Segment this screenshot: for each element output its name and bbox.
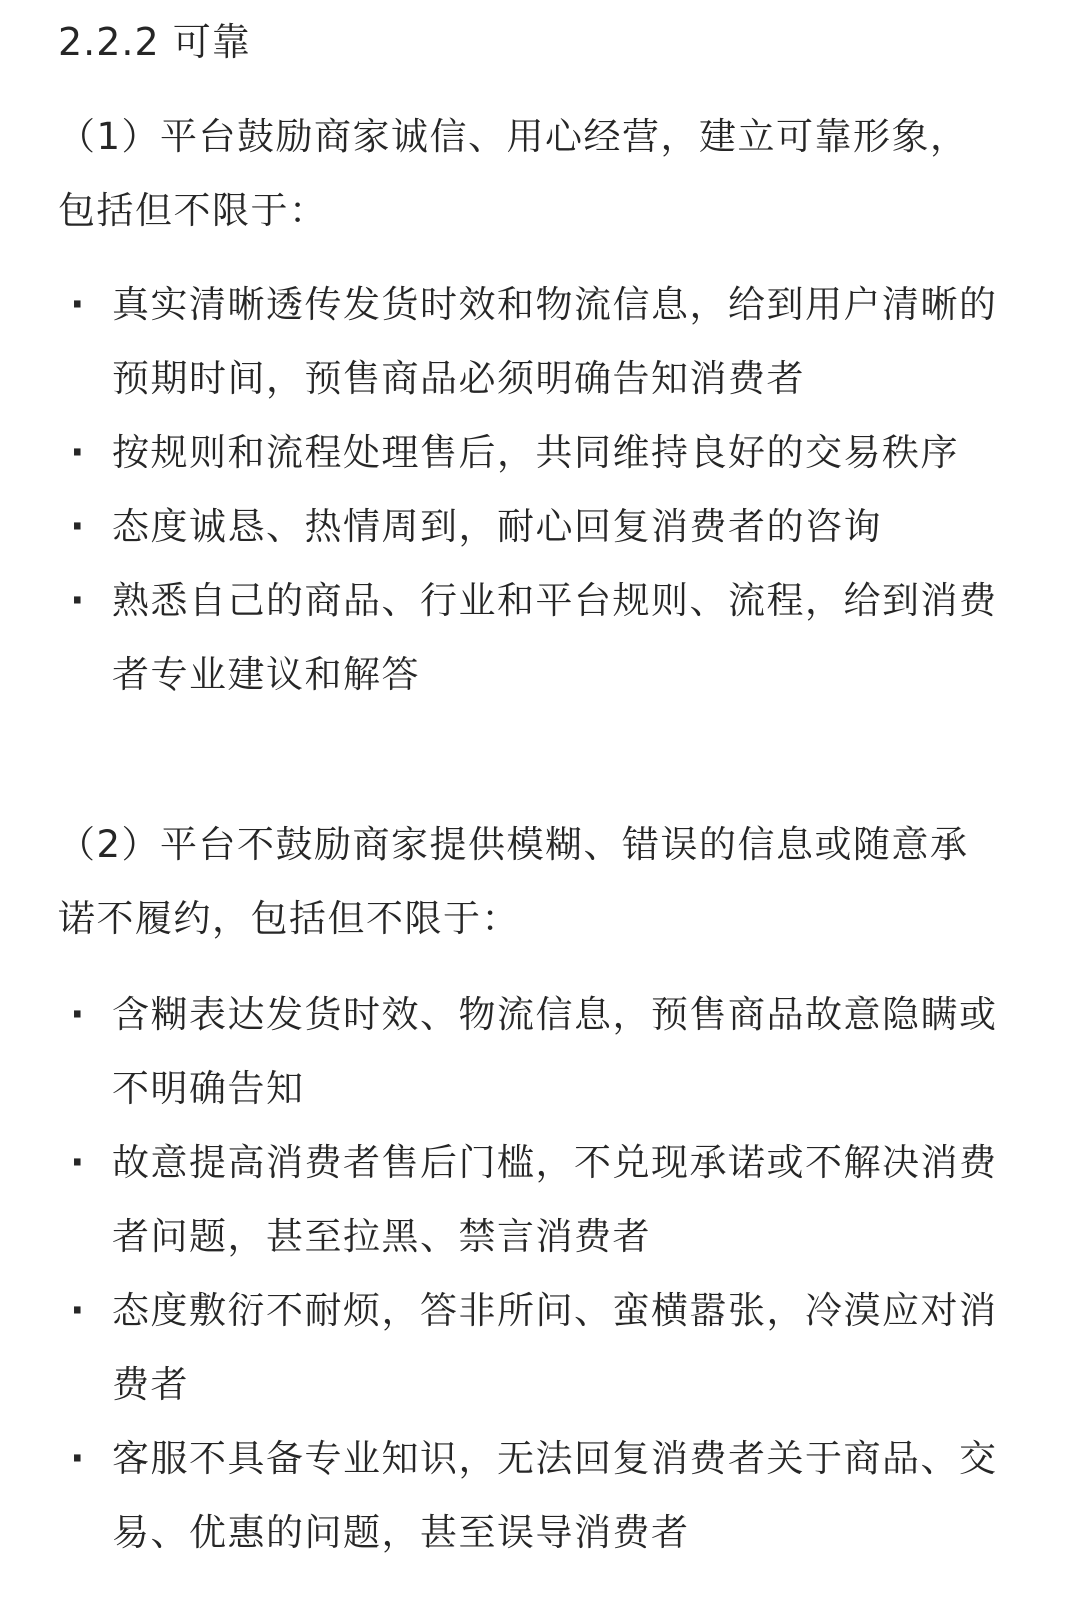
list-item-text: 态度敷衍不耐烦，答非所问、蛮横嚣张，冷漠应对消费者 — [112, 1289, 998, 1406]
encouraged-intro: （1）平台鼓励商家诚信、用心经营，建立可靠形象，包括但不限于： — [58, 115, 969, 232]
list-item-text: 按规则和流程处理售后，共同维持良好的交易秩序 — [112, 431, 959, 474]
bullet-icon: · — [70, 283, 86, 326]
list-item — [58, 490, 998, 564]
bullet-icon: · — [70, 1289, 86, 1332]
list-item — [58, 268, 998, 416]
list-item-text: 态度诚恳、热情周到，耐心回复消费者的咨询 — [112, 505, 882, 548]
list-item-text: 故意提高消费者售后门槛，不兑现承诺或不解决消费者问题，甚至拉黑、禁言消费者 — [112, 1141, 998, 1258]
bullet-icon: · — [70, 579, 86, 622]
list-item-text: 真实清晰透传发货时效和物流信息，给到用户清晰的预期时间，预售商品必须明确告知消费者 — [112, 283, 998, 400]
list-item — [58, 978, 998, 1126]
list-item — [58, 416, 998, 490]
discouraged-intro: （2）平台不鼓励商家提供模糊、错误的信息或随意承诺不履约，包括但不限于： — [58, 823, 969, 940]
encouraged-list — [58, 268, 998, 712]
list-item-text: 含糊表达发货时效、物流信息，预售商品故意隐瞒或不明确告知 — [112, 993, 998, 1110]
bullet-icon: · — [70, 431, 86, 474]
discouraged-list — [58, 978, 998, 1570]
bullet-icon: · — [70, 993, 86, 1036]
list-item — [58, 1274, 998, 1422]
bullet-icon: · — [70, 505, 86, 548]
bullet-icon: · — [70, 1437, 86, 1480]
list-item-text: 客服不具备专业知识，无法回复消费者关于商品、交易、优惠的问题，甚至误导消费者 — [112, 1437, 998, 1554]
list-item — [58, 1422, 998, 1570]
list-item — [58, 564, 998, 712]
section-heading: 2.2.2 可靠 — [58, 20, 251, 64]
bullet-icon: · — [70, 1141, 86, 1184]
list-item — [58, 1126, 998, 1274]
list-item-text: 熟悉自己的商品、行业和平台规则、流程，给到消费者专业建议和解答 — [112, 579, 998, 696]
